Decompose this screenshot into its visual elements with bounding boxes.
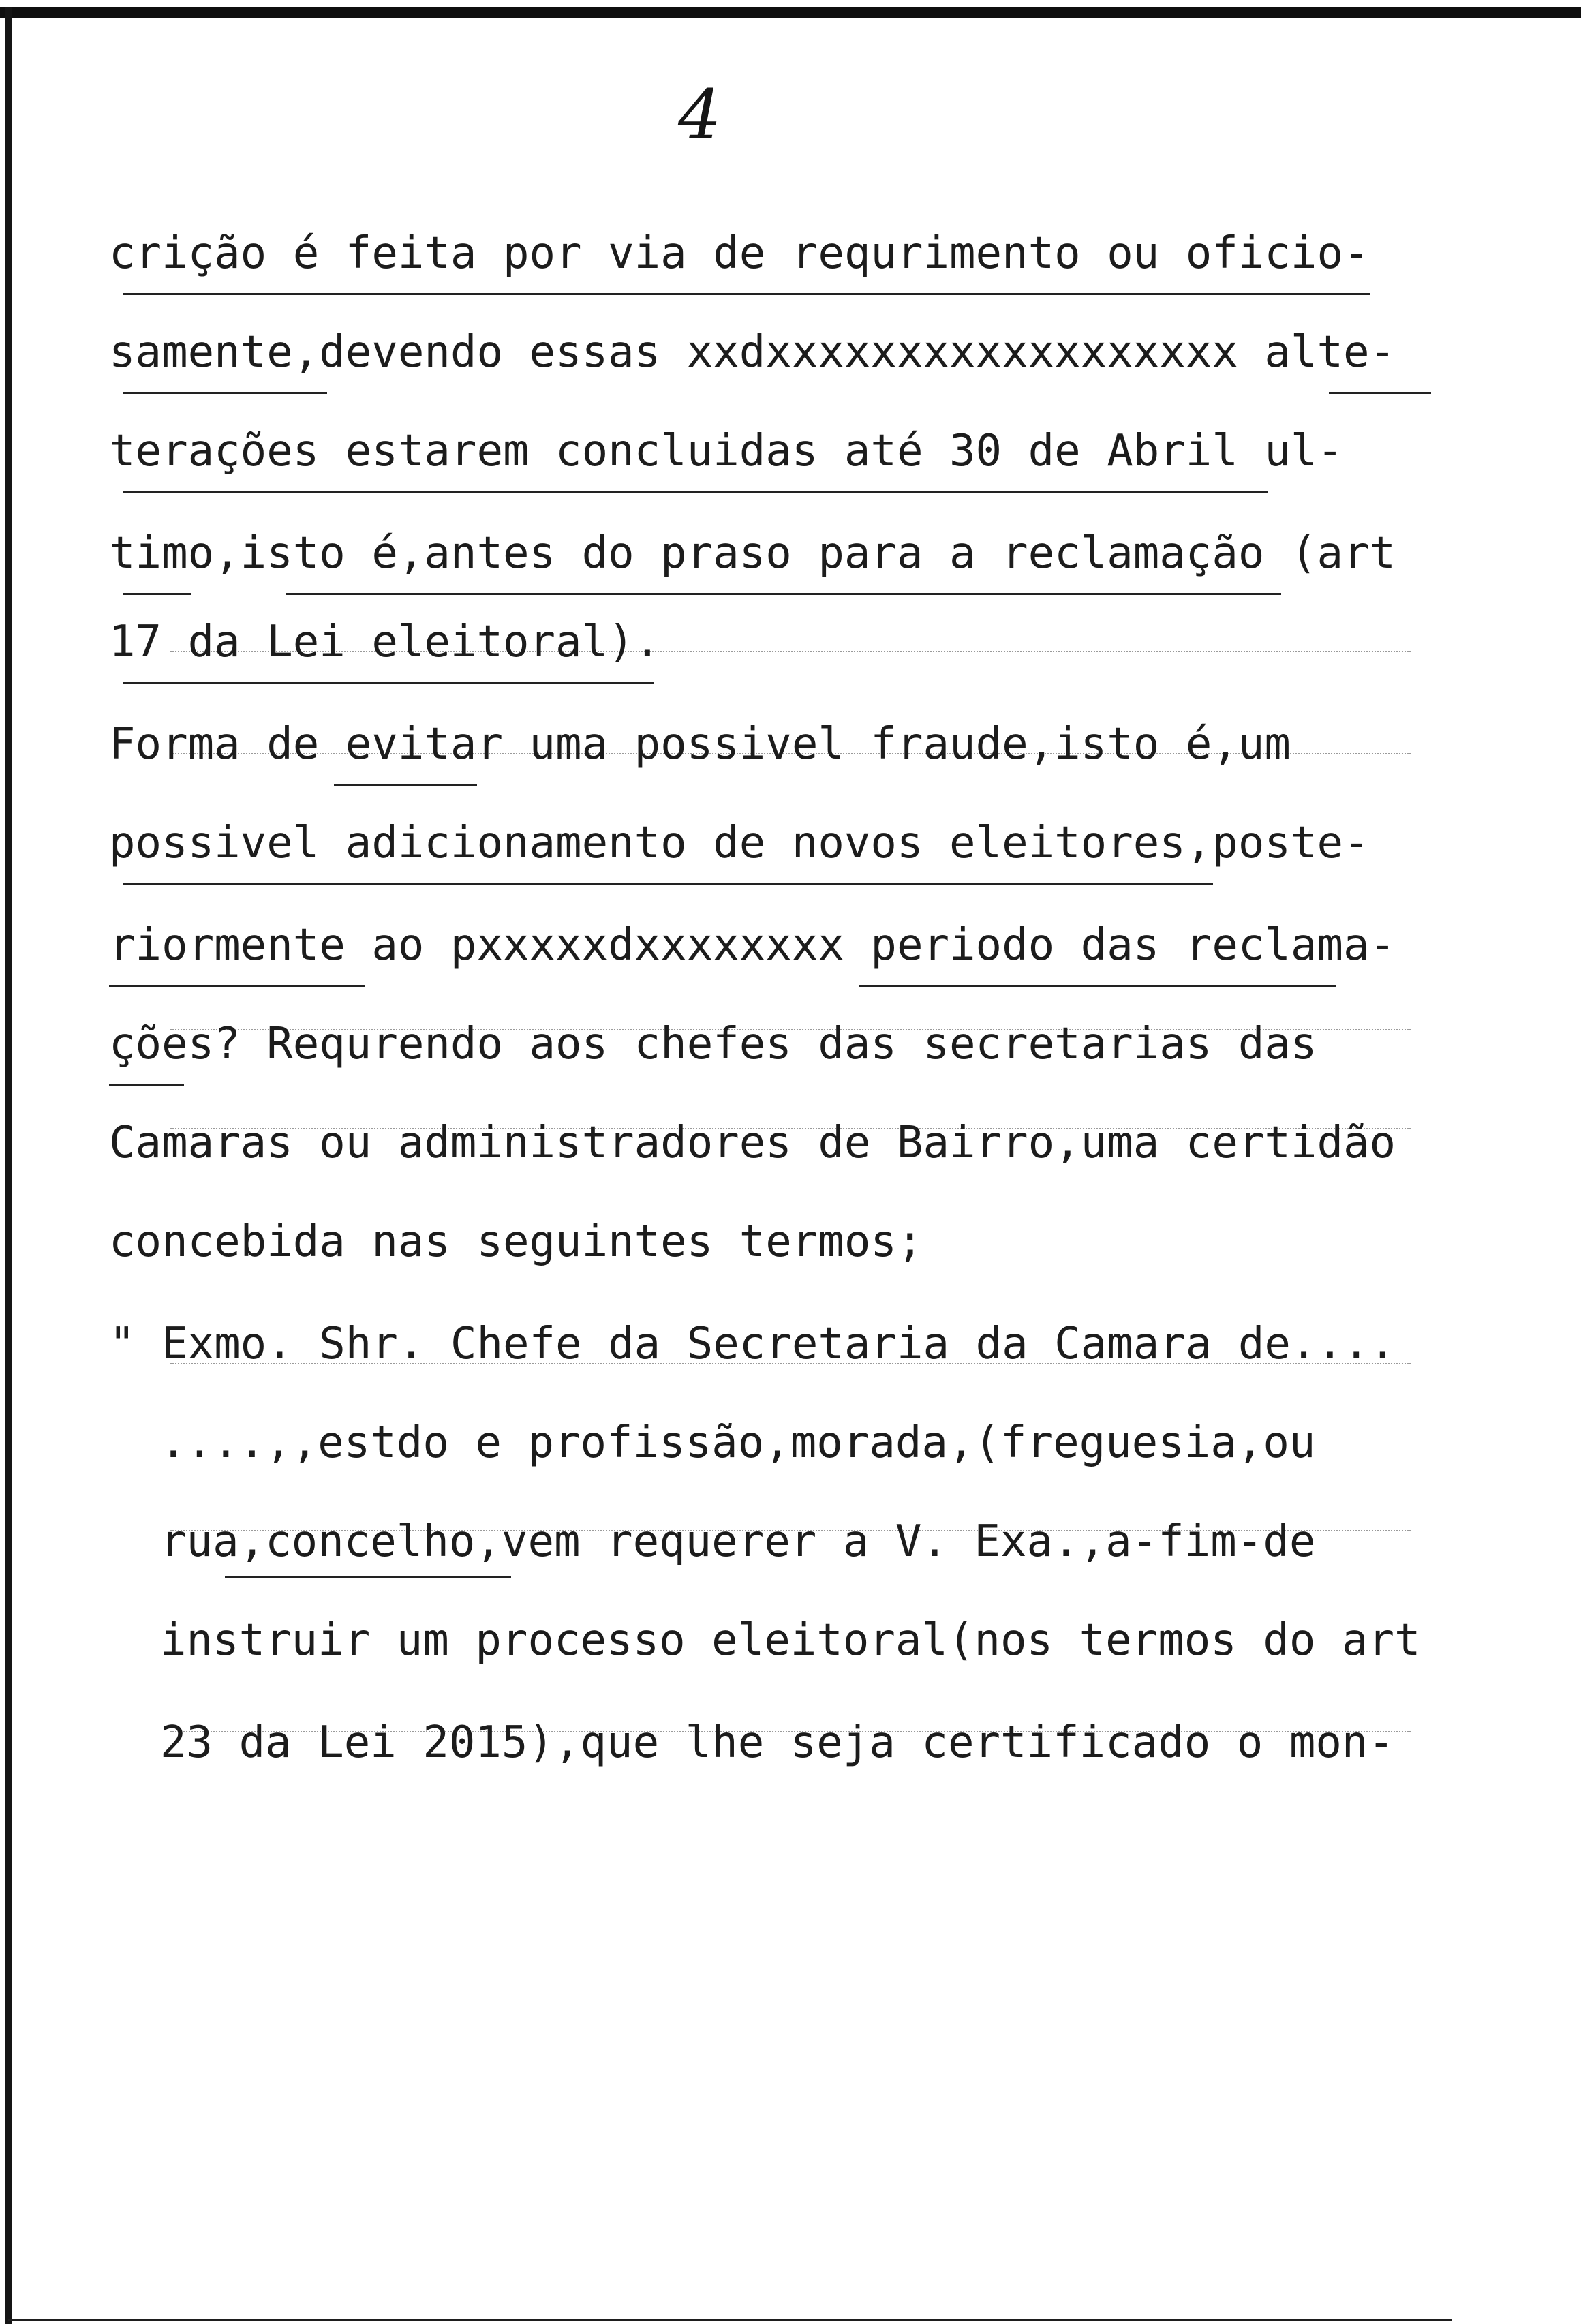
text-line: 17 da Lei eleitoral). xyxy=(109,617,661,667)
text-line: Camaras ou administradores de Bairro,uma certidão xyxy=(109,1118,1396,1168)
underline xyxy=(286,593,1281,595)
text-line: instruir um processo eleitoral(nos termos do art xyxy=(160,1615,1421,1666)
underline xyxy=(1329,392,1431,394)
text-line: rua,concelho,vem requerer a V. Exa.,a-fim-de xyxy=(160,1516,1316,1567)
text-line: timo,isto é,antes do praso para a reclamação (art xyxy=(109,528,1396,579)
bottom-rule xyxy=(8,2319,1452,2321)
text-line: Forma de evitar uma possivel fraude,isto é,um xyxy=(109,719,1291,769)
underline xyxy=(123,491,1268,493)
underline xyxy=(123,682,654,684)
text-line: ....,,estdo e profissão,morada,(freguesia,ou xyxy=(160,1418,1316,1468)
underline xyxy=(123,883,1213,885)
underline xyxy=(123,392,327,394)
text-line: terações estarem concluidas até 30 de Abril ul- xyxy=(109,426,1343,476)
text-line: possivel adicionamento de novos eleitores,poste- xyxy=(109,818,1370,868)
text-line: " Exmo. Shr. Chefe da Secretaria da Camara de.... xyxy=(109,1319,1396,1369)
text-line: ções? Requrendo aos chefes das secretarias das xyxy=(109,1019,1317,1069)
text-line: 23 da Lei 2015),que lhe seja certificado o mon- xyxy=(160,1717,1394,1768)
text-line: crição é feita por via de requrimento ou oficio- xyxy=(109,228,1370,279)
underline xyxy=(859,985,1336,987)
text-line: samente,devendo essas xxdxxxxxxxxxxxxxxxxxx alte- xyxy=(109,327,1396,378)
underline xyxy=(109,985,365,987)
underline xyxy=(123,293,1370,295)
scan-left-border xyxy=(5,7,12,2324)
text-line: riormente ao pxxxxxdxxxxxxxx periodo das reclama- xyxy=(109,920,1396,970)
page-number: 4 xyxy=(678,75,722,155)
underline xyxy=(225,1576,511,1578)
underline xyxy=(123,593,191,595)
underline xyxy=(334,784,477,786)
text-line: concebida nas seguintes termos; xyxy=(109,1217,923,1267)
scan-top-border xyxy=(0,7,1581,18)
underline xyxy=(109,1084,184,1086)
